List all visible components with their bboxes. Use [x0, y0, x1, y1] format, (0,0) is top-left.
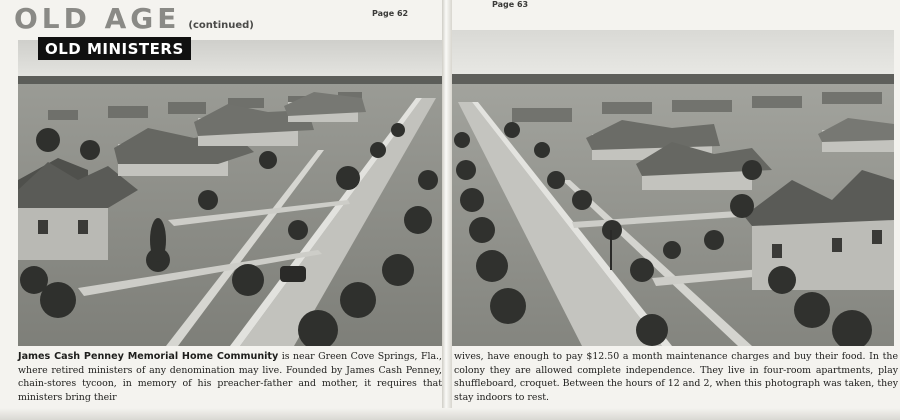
caption-right: [454, 350, 898, 404]
page-bottom-edge: [0, 408, 900, 420]
caption-left: [18, 350, 442, 404]
photo-right-aerial-view: [452, 30, 894, 346]
photo-right-illustration: [452, 30, 894, 346]
photo-left-illustration: [18, 40, 442, 346]
right-page: [452, 0, 900, 420]
book-gutter: [442, 0, 452, 420]
heading-subtitle: (continued): [188, 20, 254, 31]
page-number-left: Page 62: [372, 9, 409, 18]
page-number-right: Page 63: [492, 0, 529, 9]
caption-right-text: wives, have enough to pay $12.50 a month maintenance charges and buy their food. In the colony they are allowed complete independence. They live in four-room apartments, play shuffleboard, croquet. Between the hours of 12 and 2, when this photograph was taken, they stay indoors to rest.: [454, 351, 898, 403]
caption-lead: James Cash Penney Memorial Home Community: [18, 351, 279, 362]
photo-label-old-ministers: OLD MINISTERS: [38, 37, 191, 60]
heading-title: OLD AGE: [14, 2, 181, 35]
left-page: [0, 0, 442, 420]
photo-left-aerial-view: [18, 40, 442, 346]
section-heading: [14, 2, 254, 36]
caption-left-text: is near Green Cove Springs, Fla., where retired ministers of any denomination may live. Founded by James Cash Penney, chain-stores tycoon, in memory of his preacher-father and mother, it requires that ministers bring their: [18, 351, 442, 403]
